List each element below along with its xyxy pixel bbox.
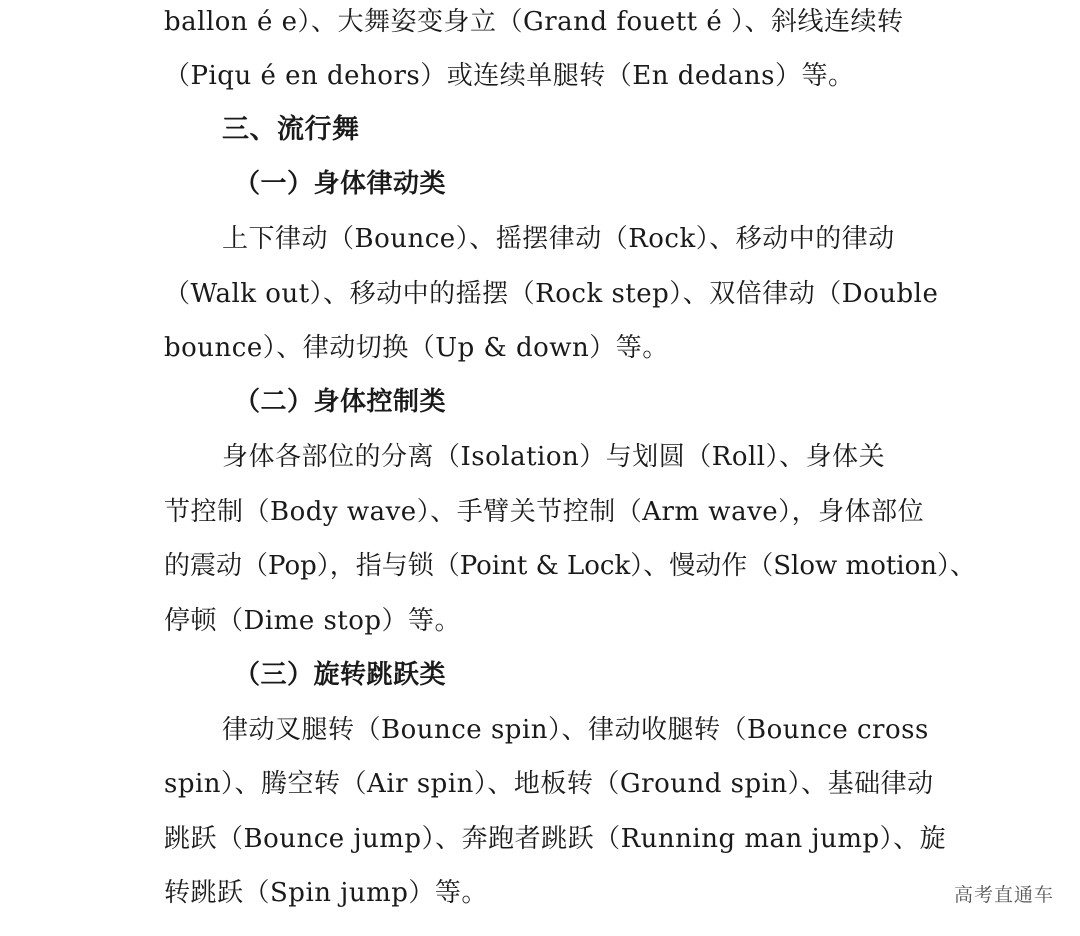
paragraph-line: 跳跃（Bounce jump）、奔跑者跳跃（Running man jump）、旋 (164, 824, 947, 854)
paragraph-line: （Piqu é en dehors）或连续单腿转（En dedans）等。 (164, 61, 855, 91)
subsection-heading: （一）身体律动类 (234, 169, 447, 199)
paragraph-line: （Walk out）、移动中的摇摆（Rock step）、双倍律动（Double (164, 279, 939, 309)
paragraph-line: 转跳跃（Spin jump）等。 (164, 878, 488, 908)
subsection-heading: （三）旋转跳跃类 (234, 660, 447, 690)
watermark-text: 高考直通车 (953, 884, 1054, 906)
paragraph-line: bounce）、律动切换（Up & down）等。 (164, 333, 669, 363)
paragraph-line: 停顿（Dime stop）等。 (164, 606, 462, 636)
paragraph-line: 的震动（Pop），指与锁（Point & Lock）、慢动作（Slow motion）、 (164, 551, 977, 581)
paragraph-line: spin）、腾空转（Air spin）、地板转（Ground spin）、基础律动 (164, 769, 934, 799)
paragraph-line: 节控制（Body wave）、手臂关节控制（Arm wave），身体部位 (164, 497, 925, 527)
paragraph-line: ballon é e）、大舞姿变身立（Grand fouett é ）、斜线连续转 (164, 7, 904, 37)
paragraph-line: 上下律动（Bounce）、摇摆律动（Rock）、移动中的律动 (222, 224, 895, 254)
paragraph-line: 律动叉腿转（Bounce spin）、律动收腿转（Bounce cross (222, 715, 929, 745)
paragraph-line: 身体各部位的分离（Isolation）与划圆（Roll）、身体关 (222, 442, 886, 472)
section-heading: 三、流行舞 (222, 114, 360, 145)
subsection-heading: （二）身体控制类 (234, 387, 447, 417)
